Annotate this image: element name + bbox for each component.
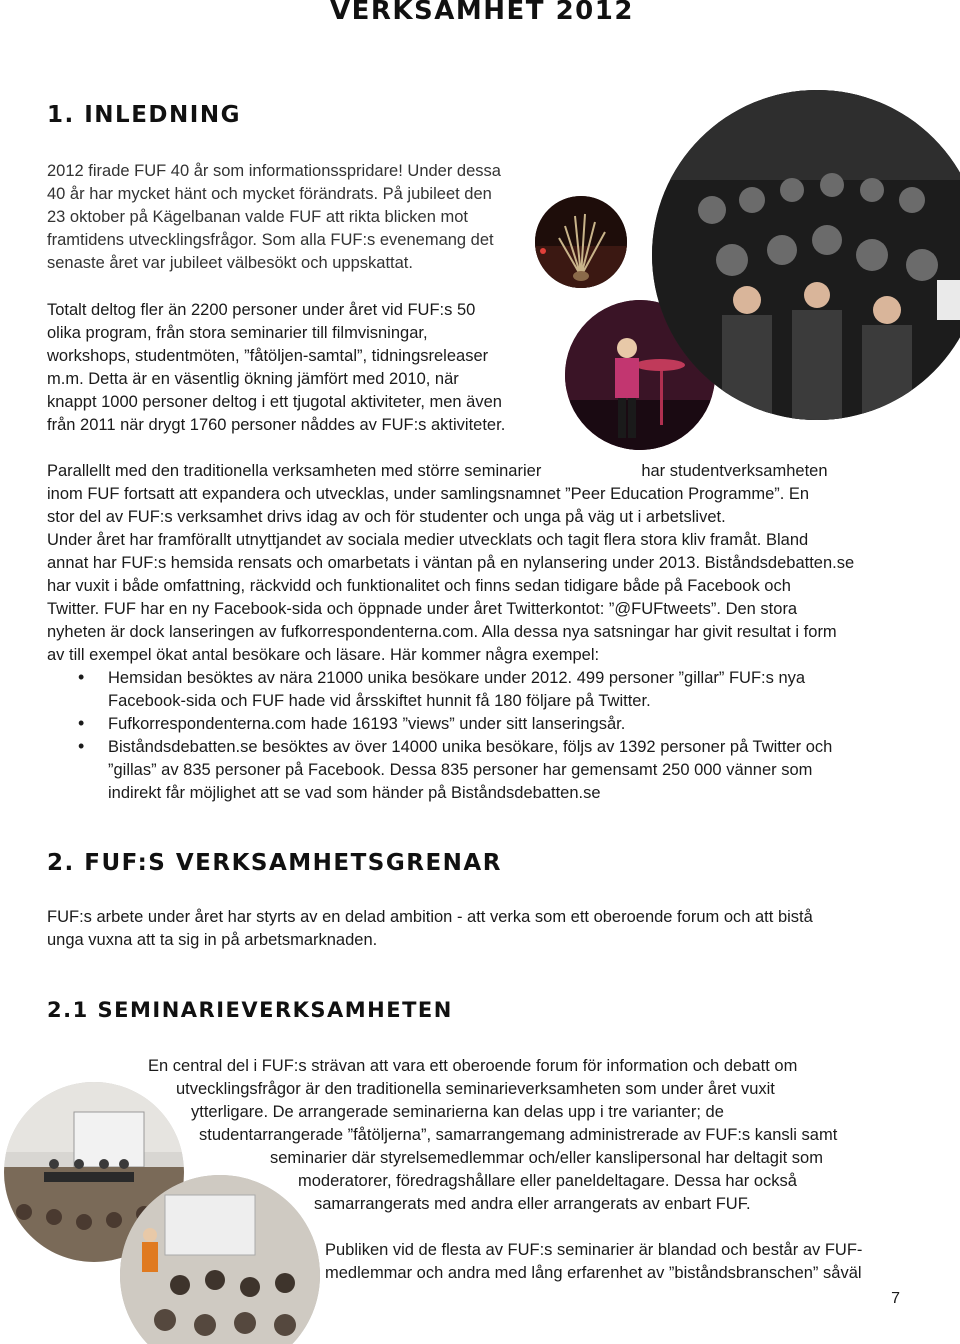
photo-anniversary-crowd <box>652 90 960 420</box>
text-line: samarrangerats med andra eller arrangerats av enbart FUF. <box>314 1195 751 1213</box>
text-line: olika program, från stora seminarier till filmvisningar, <box>47 324 428 342</box>
bullet-icon: • <box>78 736 85 756</box>
photo-flower-arrangement <box>535 196 627 288</box>
text-line: 2012 firade FUF 40 år som informationsspridare! Under dessa <box>47 162 501 180</box>
text-line: Hemsidan besöktes av nära 21000 unika besökare under 2012. 499 personer ”gillar” FUF:s nya <box>108 669 806 687</box>
text-line: En central del i FUF:s strävan att vara ett oberoende forum för information och debatt om <box>148 1057 798 1075</box>
text-fragment: Parallellt med den traditionella verksamheten med större seminarier <box>47 462 542 480</box>
text-line: ytterligare. De arrangerade seminarierna kan delas upp i tre varianter; de <box>191 1103 724 1121</box>
text-line: har vuxit i både omfattning, räckvidd och funktionalitet och finns sedan tidigare både på Facebook och <box>47 577 791 595</box>
text-line: 40 år har mycket hänt och mycket förändrats. På jubileet den <box>47 185 492 203</box>
paragraph-student-activity <box>47 460 854 667</box>
text-line <box>47 460 854 483</box>
paragraph-intro <box>47 160 501 275</box>
text-line: inom FUF fortsatt att expandera och utvecklas, under samlingsnamnet ”Peer Education Programme”. En <box>47 485 810 503</box>
text-line: studentarrangerade ”fåtöljerna”, samarrangemang administrerade av FUF:s kansli samt <box>199 1126 838 1144</box>
text-line: nyheten är dock lanseringen av fufkorrespondenterna.com. Alla dessa nya satsningar har givit resultat i form <box>47 623 837 641</box>
section-heading-verksamhetsgrenar: 2. FUF:S VERKSAMHETSGRENAR <box>47 850 502 876</box>
text-line: unga vuxna att ta sig in på arbetsmarknaden. <box>47 931 378 949</box>
text-line: framtidens utvecklingsfrågor. Som alla FUF:s evenemang det <box>47 231 494 249</box>
text-line: senaste året var jubileet välbesökt och uppskattat. <box>47 254 413 272</box>
text-line: Facebook-sida och FUF hade vid årsskiftet hunnit få 180 följare på Twitter. <box>108 692 651 710</box>
text-line: seminarier där styrelsemedlemmar och/eller kanslipersonal har deltagit som <box>270 1149 823 1167</box>
text-line: knappt 1000 personer deltog i ett tjugotal aktiviteter, men även <box>47 393 502 411</box>
bullet-icon: • <box>78 667 85 687</box>
text-line: workshops, studentmöten, ”fåtöljen-samtal”, tidningsreleaser <box>47 347 489 365</box>
text-line: Biståndsdebatten.se besöktes av över 14000 unika besökare, följs av 1392 personer på Twitter och <box>108 738 833 756</box>
list-item <box>108 713 625 736</box>
page-title: VERKSAMHET 2012 <box>330 0 634 26</box>
text-line: utvecklingsfrågor är den traditionella seminarieverksamheten som under året vuxit <box>176 1080 775 1098</box>
text-line: Under året har framförallt utnyttjandet av sociala medier utvecklats och tagit flera stora kliv framåt. Bland <box>47 531 809 549</box>
text-line: Twitter. FUF har en ny Facebook-sida och öppnade under året Twitterkontot: ”@FUFtweets”. Den stora <box>47 600 798 618</box>
list-item <box>108 667 805 713</box>
text-line: m.m. Detta är en väsentlig ökning jämfört med 2010, när <box>47 370 459 388</box>
text-line: indirekt får möjlighet att se vad som händer på Biståndsdebatten.se <box>108 784 601 802</box>
text-line: moderatorer, föredragshållare eller paneldeltagare. Dessa har också <box>298 1172 797 1190</box>
paragraph-participants <box>47 299 505 437</box>
text-line: annat har FUF:s hemsida rensats och omarbetats i väntan på en nylansering under 2013. Biståndsdebatten.se <box>47 554 855 572</box>
text-fragment: har studentverksamheten <box>641 462 828 480</box>
section-heading-inledning: 1. INLEDNING <box>47 102 241 128</box>
page-number: 7 <box>891 1290 900 1307</box>
text-line: ”gillas” av 835 personer på Facebook. Dessa 835 personer har gemensamt 250 000 vänner som <box>108 761 813 779</box>
text-line: Fufkorrespondenterna.com hade 16193 ”views” under sitt lanseringsår. <box>108 715 626 733</box>
paragraph-ambition <box>47 906 813 952</box>
section-heading-seminarieverksamheten: 2.1 SEMINARIEVERKSAMHETEN <box>47 998 453 1022</box>
list-item <box>108 736 832 805</box>
text-line: stor del av FUF:s verksamhet drivs idag av och för studenter och unga på väg ut i arbetslivet. <box>47 508 726 526</box>
text-line: Publiken vid de flesta av FUF:s seminarier är blandad och består av FUF- <box>325 1241 863 1259</box>
text-line: 23 oktober på Kägelbanan valde FUF att rikta blicken mot <box>47 208 468 226</box>
bullet-icon: • <box>78 713 85 733</box>
text-line: från 2011 när drygt 1760 personer nåddes av FUF:s aktiviteter. <box>47 416 506 434</box>
paragraph-audience <box>325 1239 862 1285</box>
text-line: av till exempel ökat antal besökare och läsare. Här kommer några exempel: <box>47 646 600 664</box>
text-line: Totalt deltog fler än 2200 personer under året vid FUF:s 50 <box>47 301 476 319</box>
text-line: FUF:s arbete under året har styrts av en delad ambition - att verka som ett oberoende forum och att bistå <box>47 908 813 926</box>
text-line: medlemmar och andra med lång erfarenhet av ”biståndsbranschen” såväl <box>325 1264 862 1282</box>
